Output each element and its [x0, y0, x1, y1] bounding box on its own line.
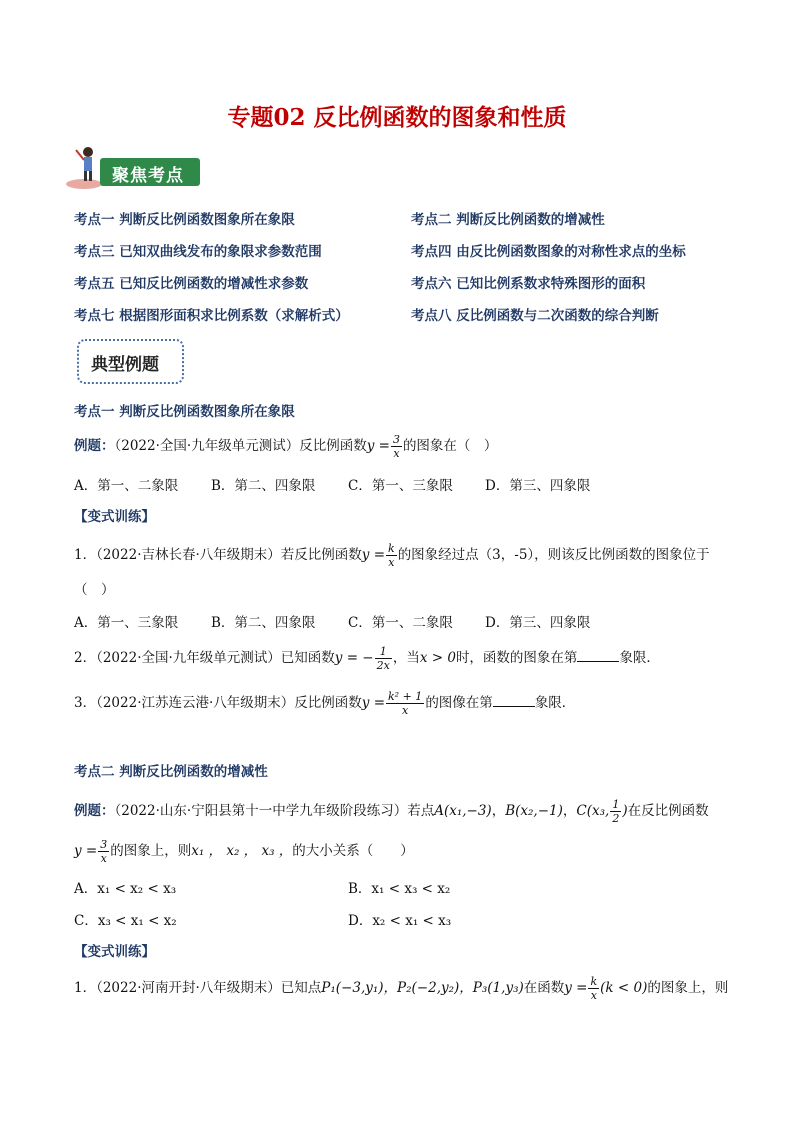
q3-fraction: $\frac{\text{k² + 1}}{x}$ — [388, 690, 423, 717]
option-c: C．第一、三象限 — [348, 478, 453, 494]
example-fraction: $\frac{3}{x}$ — [392, 433, 400, 460]
option-b: B．第二、四象限 — [211, 478, 316, 494]
s1-question-1-paren: （ ） — [74, 582, 115, 598]
teacher-figure-icon — [64, 144, 104, 190]
section2-heading: 考点二 判断反比例函数的增减性 — [74, 764, 268, 780]
topic-3[interactable]: 考点三 已知双曲线发布的象限求参数范围 — [74, 244, 322, 260]
s2-fraction: $\frac{3}{x}$ — [100, 838, 108, 865]
training-label-2: 【变式训练】 — [74, 944, 155, 960]
topic-6[interactable]: 考点六 已知比例系数求特殊图形的面积 — [411, 276, 646, 292]
topic-7[interactable]: 考点七 根据图形面积求比例系数（求解析式） — [74, 308, 349, 324]
example-question: 的图象在（ ） — [402, 438, 498, 454]
section2-example: 例题：（2022·山东·宁阳县第十一中学九年级阶段练习）若点A(x₁,−3)，B(x₂,−1)，C(x₃, $\frac{1}{2}$ )在反比例函数 — [74, 798, 709, 825]
topic-5[interactable]: 考点五 已知反比例函数的增减性求参数 — [74, 276, 309, 292]
section1-example — [74, 433, 497, 460]
s1-question-2: 2．（2022·全国·九年级单元测试）已知函数y = − $\frac{1}{2x}$ ，当x > 0时，函数的图象在第 象限． — [74, 645, 660, 672]
q2-fraction: $\frac{1}{2x}$ — [376, 645, 390, 672]
s2-question-1: 1．（2022·河南开封·八年级期末）已知点P₁(−3,y₁)，P₂(−2,y₂)，P₃(1,y₃)在函数y = $\frac{k}{x}$ (k < 0)的图象上，则 — [74, 975, 729, 1002]
banner-label: 聚焦考点 — [112, 166, 184, 186]
typical-label-text: 典型例题 — [91, 355, 159, 375]
topic-1[interactable]: 考点一 判断反比例函数图象所在象限 — [74, 212, 295, 228]
training-label-1: 【变式训练】 — [74, 509, 155, 525]
s1-question-3: 3．（2022·江苏连云港·八年级期末）反比例函数y = $\frac{\text{k² + 1}}{x}$ 的图像在第 象限． — [74, 690, 576, 717]
option-d: D．第三、四象限 — [485, 478, 591, 494]
answer-blank[interactable] — [493, 694, 535, 707]
example-label: 例题： — [74, 438, 115, 454]
topic-4[interactable]: 考点四 由反比例函数图象的对称性求点的坐标 — [411, 244, 686, 260]
page-title: 专题02 反比例函数的图象和性质 — [227, 104, 567, 131]
s1-question-1: 1．（2022·吉林长春·八年级期末）若反比例函数y = $\frac{k}{x}$ 的图象经过点（3，-5），则该反比例函数的图象位于 — [74, 542, 710, 569]
s2-option-d: D．x₂ < x₁ < x₃ — [348, 913, 452, 929]
section2-example-line2: y = $\frac{3}{x}$ 的图象上，则x₁ ， x₂ ， x₃ ，的大小关系（ ） — [74, 838, 414, 865]
s2q1-fraction: $\frac{k}{x}$ — [590, 975, 598, 1002]
topic-2[interactable]: 考点二 判断反比例函数的增减性 — [411, 212, 605, 228]
s2-option-a: A．x₁ < x₂ < x₃ — [74, 881, 177, 897]
section1-heading: 考点一 判断反比例函数图象所在象限 — [74, 404, 295, 420]
pointc-fraction: $\frac{1}{2}$ — [612, 798, 620, 825]
example-source: （2022·全国·九年级单元测试）反比例函数 — [114, 438, 367, 454]
s2-option-b: B．x₁ < x₃ < x₂ — [348, 881, 451, 897]
q1-fraction: $\frac{k}{x}$ — [388, 542, 395, 569]
q1-option-a: A．第一、三象限 — [74, 615, 179, 631]
focus-banner — [64, 144, 202, 190]
q1-option-b: B．第二、四象限 — [211, 615, 316, 631]
typical-examples-label — [77, 339, 184, 384]
s2-option-c: C．x₃ < x₁ < x₂ — [74, 913, 177, 929]
topic-8[interactable]: 考点八 反比例函数与二次函数的综合判断 — [411, 308, 659, 324]
answer-blank[interactable] — [577, 649, 619, 662]
q1-option-c: C．第一、二象限 — [348, 615, 453, 631]
option-a: A．第一、二象限 — [74, 478, 179, 494]
example-fn-lhs: y = — [366, 438, 390, 454]
q1-option-d: D．第三、四象限 — [485, 615, 591, 631]
